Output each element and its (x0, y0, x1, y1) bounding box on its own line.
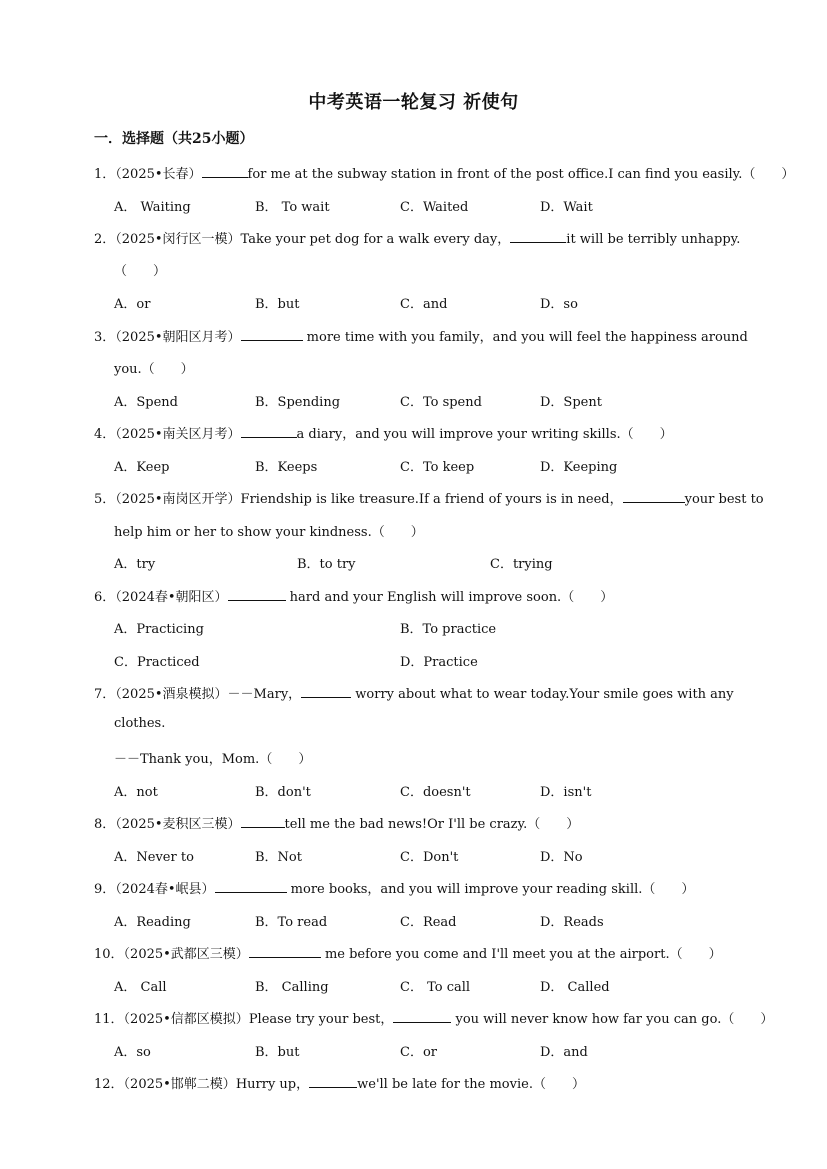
answer-blank (623, 490, 685, 503)
question-text: tell me the bad news!Or I'll be crazy.（ ） (284, 817, 580, 832)
question-source: （2025•信都区模拟） (123, 1012, 249, 1027)
option: B．Keeps (255, 460, 318, 475)
answer-blank (510, 230, 566, 243)
option: C．Waited (400, 200, 469, 215)
option: D．Keeping (540, 460, 618, 475)
option: D．Wait (540, 200, 593, 215)
question-8 (94, 813, 579, 832)
question-number: 4． (94, 427, 116, 442)
option: C．Practiced (114, 655, 200, 670)
answer-blank (202, 165, 248, 178)
question-source: （2025•南岗区开学） (115, 492, 241, 507)
question-number: 1． (94, 167, 116, 182)
question-9 (94, 878, 694, 897)
question-text: you will never know how far you can go.（ ） (451, 1012, 774, 1027)
option: B．but (255, 1045, 300, 1060)
question-text: we'll be late for the movie.（ ） (357, 1077, 585, 1092)
option: B．Not (255, 850, 302, 865)
question-source: （2025•武都区三模） (123, 947, 249, 962)
answer-blank (309, 1075, 357, 1088)
question-source: （2025•酒泉模拟） (115, 687, 228, 702)
option: A．not (114, 785, 158, 800)
question-continuation: clothes. (114, 716, 166, 731)
option: A． Waiting (114, 200, 191, 215)
option: D．and (540, 1045, 588, 1060)
dialog-line: －－Thank you，Mom.（ ） (114, 752, 312, 767)
option: C．and (400, 297, 448, 312)
option: D．isn't (540, 785, 592, 800)
answer-blank (241, 425, 297, 438)
question-1 (94, 163, 794, 182)
question-number: 9． (94, 882, 116, 897)
option: B．To practice (400, 622, 497, 637)
option: D． Called (540, 980, 610, 995)
question-text: Please try your best， (248, 1012, 394, 1027)
answer-blank (241, 815, 285, 828)
question-text: －－Mary， (227, 687, 302, 702)
question-continuation: （ ） (114, 264, 167, 279)
option: C．or (400, 1045, 437, 1060)
option: C．doesn't (400, 785, 471, 800)
option: D．so (540, 297, 578, 312)
question-text: more books，and you will improve your reading skill.（ ） (286, 882, 695, 897)
question-text: it will be terribly unhappy. (566, 232, 741, 247)
question-source: （2025•邯郸二模） (123, 1077, 236, 1092)
option: B． To wait (255, 200, 330, 215)
option: A．Never to (114, 850, 194, 865)
option: B．Spending (255, 395, 341, 410)
answer-blank (393, 1010, 451, 1023)
question-number: 12． (94, 1077, 124, 1092)
option: A．Practicing (114, 622, 204, 637)
option: A． Call (114, 980, 167, 995)
question-number: 2． (94, 232, 116, 247)
option: B．to try (297, 557, 356, 572)
question-2 (94, 228, 740, 247)
option: A．so (114, 1045, 151, 1060)
option: D．Practice (400, 655, 478, 670)
question-source: （2024春•岷县） (115, 882, 215, 897)
question-source: （2025•闵行区一模） (115, 232, 241, 247)
question-11 (94, 1008, 773, 1027)
question-continuation: you.（ ） (114, 362, 194, 377)
question-number: 5． (94, 492, 116, 507)
question-text: a diary，and you will improve your writing skills.（ ） (296, 427, 673, 442)
question-text: Take your pet dog for a walk every day， (240, 232, 511, 247)
question-number: 11． (94, 1012, 124, 1027)
question-10 (94, 943, 722, 962)
question-number: 6． (94, 590, 116, 605)
option: A．Keep (114, 460, 170, 475)
option: A．or (114, 297, 151, 312)
option: C．To spend (400, 395, 482, 410)
option: C．To keep (400, 460, 475, 475)
question-text: hard and your English will improve soon.（ ） (285, 590, 614, 605)
option: B．but (255, 297, 300, 312)
question-12 (94, 1073, 585, 1092)
question-text: for me at the subway station in front of the post office.I can find you easily.（ ） (247, 167, 795, 182)
option: D．Spent (540, 395, 602, 410)
option: C． To call (400, 980, 471, 995)
question-source: （2025•长春） (115, 167, 202, 182)
option: B．To read (255, 915, 328, 930)
question-7 (94, 683, 734, 702)
question-number: 7． (94, 687, 116, 702)
option: D．No (540, 850, 583, 865)
question-text: worry about what to wear today.Your smile goes with any (351, 687, 734, 702)
answer-blank (249, 945, 321, 958)
question-source: （2025•南关区月考） (115, 427, 241, 442)
option: C．Read (400, 915, 457, 930)
answer-blank (228, 588, 286, 601)
answer-blank (215, 880, 287, 893)
question-6 (94, 586, 613, 605)
answer-blank (301, 685, 351, 698)
option: B． Calling (255, 980, 329, 995)
question-text: Friendship is like treasure.If a friend of yours is in need， (240, 492, 623, 507)
option: B．don't (255, 785, 311, 800)
question-4 (94, 423, 673, 442)
question-text: Hurry up， (235, 1077, 310, 1092)
option: A．Spend (114, 395, 179, 410)
question-source: （2025•朝阳区月考） (115, 330, 241, 345)
option: A．Reading (114, 915, 191, 930)
question-number: 8． (94, 817, 116, 832)
question-source: （2024春•朝阳区） (115, 590, 228, 605)
section-heading: 一．选择题（共25小题） (94, 131, 254, 147)
question-text: your best to (684, 492, 764, 507)
question-continuation: help him or her to show your kindness.（ ） (114, 525, 424, 540)
question-text: more time with you family，and you will feel the happiness around (302, 330, 748, 345)
question-source: （2025•麦积区三模） (115, 817, 241, 832)
option: C．Don't (400, 850, 459, 865)
question-number: 3． (94, 330, 116, 345)
option: C．trying (490, 557, 553, 572)
page-title: 中考英语一轮复习 祈使句 (308, 92, 519, 113)
question-5 (94, 488, 764, 507)
question-3 (94, 326, 748, 345)
question-number: 10． (94, 947, 124, 962)
option: A．try (114, 557, 156, 572)
answer-blank (241, 328, 303, 341)
option: D．Reads (540, 915, 604, 930)
question-text: me before you come and I'll meet you at the airport.（ ） (320, 947, 722, 962)
